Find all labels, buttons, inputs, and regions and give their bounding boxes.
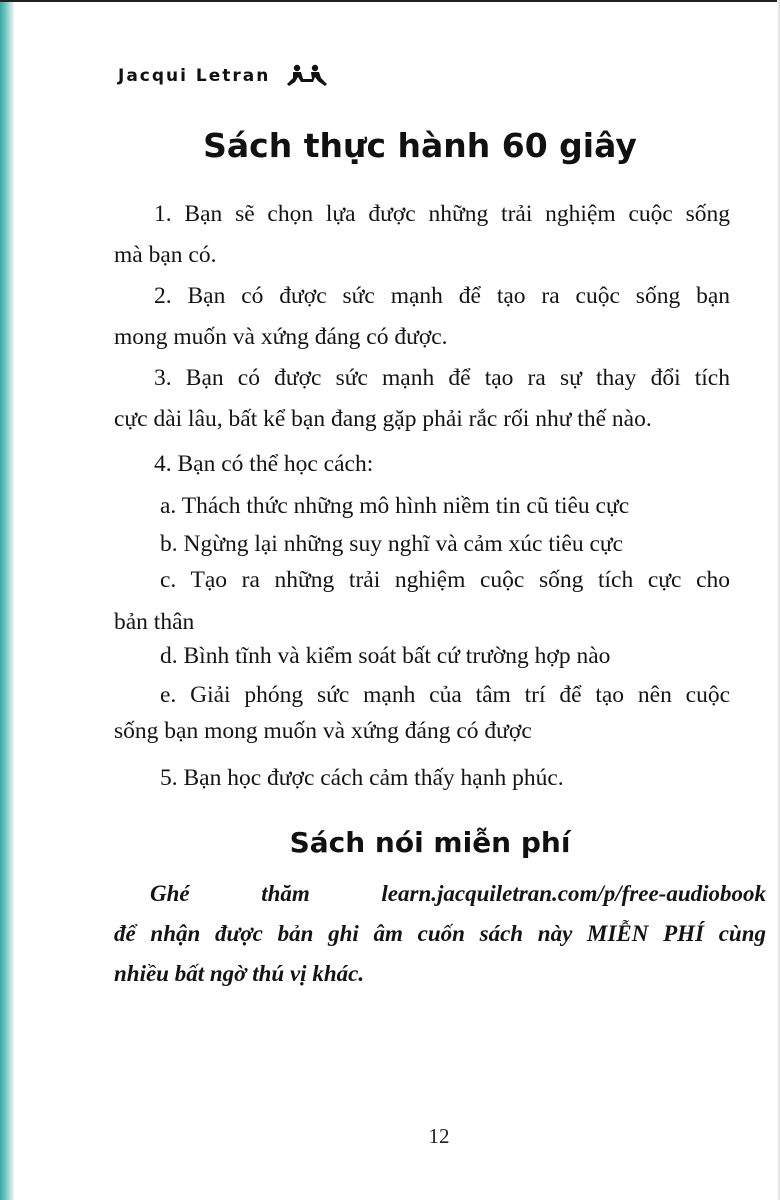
list-item-4: 4. Bạn có thể học cách: bbox=[154, 451, 374, 477]
sub-item-c-line-1: c. Tạo ra những trải nghiệm cuộc sống tích cực cho bbox=[160, 567, 730, 593]
sub-item-c-line-2: bản thân bbox=[114, 609, 195, 635]
two-people-sitting-logo-icon bbox=[284, 64, 330, 88]
book-spine-edge bbox=[0, 0, 14, 1200]
list-item-1-line-1: 1. Bạn sẽ chọn lựa được những trải nghiệm cuộc sống bbox=[154, 201, 730, 227]
audiobook-line-3: nhiều bất ngờ thú vị khác. bbox=[114, 961, 365, 986]
sub-item-d: d. Bình tĩnh và kiểm soát bất cứ trường hợp nào bbox=[160, 643, 611, 669]
running-header bbox=[118, 64, 330, 88]
sub-item-e-line-1: e. Giải phóng sức mạnh của tâm trí để tạo nên cuộc bbox=[160, 682, 730, 708]
list-item-3-line-1: 3. Bạn có được sức mạnh để tạo ra sự thay đổi tích bbox=[154, 365, 730, 391]
audiobook-line-2: để nhận được bản ghi âm cuốn sách này MIỄN PHÍ cùng bbox=[114, 921, 766, 946]
page-number: 12 bbox=[428, 1124, 450, 1148]
sub-item-b: b. Ngừng lại những suy nghĩ và cảm xúc tiêu cực bbox=[160, 531, 624, 557]
list-item-5: 5. Bạn học được cách cảm thấy hạnh phúc. bbox=[160, 765, 564, 791]
audiobook-line-1: Ghé thăm learn.jacquiletran.com/p/free-audiobook bbox=[150, 881, 766, 906]
author-name: Jacqui Letran bbox=[118, 66, 271, 86]
sub-item-a: a. Thách thức những mô hình niềm tin cũ tiêu cực bbox=[160, 493, 630, 519]
list-item-2-line-2: mong muốn và xứng đáng có được. bbox=[114, 324, 448, 350]
list-item-3-line-2: cực dài lâu, bất kể bạn đang gặp phải rắc rối như thế nào. bbox=[114, 406, 652, 432]
audiobook-heading: Sách nói miễn phí bbox=[289, 826, 571, 859]
page-top-edge bbox=[0, 0, 780, 2]
list-item-1-line-2: mà bạn có. bbox=[114, 242, 217, 268]
page-title: Sách thực hành 60 giây bbox=[203, 126, 637, 165]
sub-item-e-line-2: sống bạn mong muốn và xứng đáng có được bbox=[114, 718, 532, 744]
list-item-2-line-1: 2. Bạn có được sức mạnh để tạo ra cuộc sống bạn bbox=[154, 283, 730, 309]
